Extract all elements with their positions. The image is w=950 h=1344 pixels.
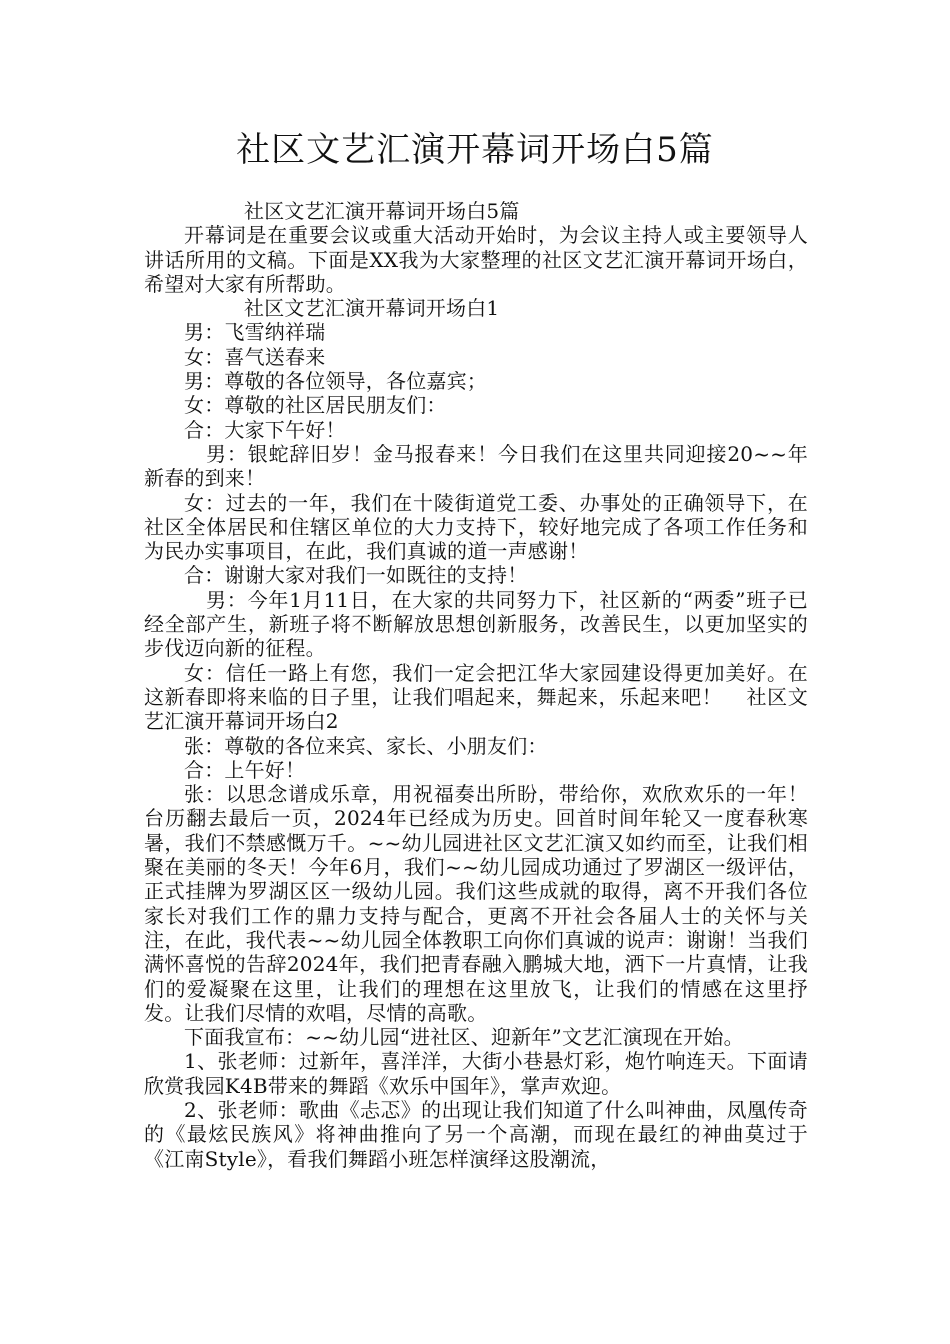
dialogue-line: 合：大家下午好！ — [184, 417, 346, 442]
dialogue-line: 女：喜气送春来 — [184, 344, 326, 369]
dialogue-line: 男：尊敬的各位领导，各位嘉宾； — [184, 369, 487, 394]
dialogue-line: 张：以思念谱成乐章，用祝福奏出所盼，带给你，欢欣欢乐的一年！台历翻去最后一页，2024年已经成为历史。回首时间年轮又一度春秋寒暑，我们不禁感慨万千。~~幼儿园进社区文艺汇演又如约而至，让我们相聚在美丽的冬天！今年6月，我们~~幼儿园成功通过了罗湖区一级评估，正式挂牌为罗湖区区一级幼儿园。我们这些成就的取得，离不开我们各位家长对我们工作的鼎力支持与配合，更离不开社会各届人士的关怀与关注，在此，我代表~~幼儿园全体教职工向你们真诚的说声：谢谢！当我们满怀喜悦的告辞2024年，我们把青春融入鹏城大地，洒下一片真情，让我们的爱凝聚在这里，让我们的理想在这里放飞，让我们的情感在这里抒发。让我们尽情的欢唱，尽情的高歌。 — [144, 782, 808, 1025]
document-body — [144, 199, 808, 1171]
dialogue-line: 1、张老师：过新年，喜洋洋，大街小巷悬灯彩，炮竹响连天。下面请欣赏我园K4B带来的舞蹈《欢乐中国年》，掌声欢迎。 — [144, 1049, 808, 1098]
dialogue-line: 女：尊敬的社区居民朋友们： — [184, 393, 447, 418]
section-1-heading: 社区文艺汇演开幕词开场白1 — [244, 296, 500, 321]
section-2-heading: 社区文艺汇演开幕词开场白2 — [144, 684, 808, 734]
dialogue-line: 男：今年1月11日，在大家的共同努力下，社区新的“两委”班子已经全部产生，新班子将不断解放思想创新服务，改善民生，以更加坚实的步伐迈向新的征程。 — [144, 587, 808, 661]
dialogue-line — [144, 661, 808, 734]
dialogue-text: 女：信任一路上有您，我们一定会把江华大家园建设得更加美好。在这新春即将来临的日子里，让我们唱起来，舞起来，乐起来吧！ — [144, 660, 808, 709]
dialogue-line: 男：银蛇辞旧岁！金马报春来！今日我们在这里共同迎接20~~年新春的到来！ — [144, 441, 808, 491]
document-subtitle: 社区文艺汇演开幕词开场白5篇 — [244, 199, 520, 223]
dialogue-line: 张：尊敬的各位来宾、家长、小朋友们： — [184, 733, 548, 758]
dialogue-line: 合：上午好！ — [184, 757, 306, 782]
dialogue-line: 合：谢谢大家对我们一如既往的支持！ — [184, 563, 528, 588]
intro-paragraph: 开幕词是在重要会议或重大活动开始时，为会议主持人或主要领导人讲话所用的文稿。下面是XX我为大家整理的社区文艺汇演开幕词开场白，希望对大家有所帮助。 — [144, 223, 808, 296]
dialogue-line: 下面我宣布：~~幼儿园“进社区、迎新年”文艺汇演现在开始。 — [184, 1025, 744, 1050]
dialogue-line: 男：飞雪纳祥瑞 — [184, 320, 326, 345]
document-title: 社区文艺汇演开幕词开场白5篇 — [236, 130, 714, 170]
dialogue-line: 2、张老师：歌曲《忐忑》的出现让我们知道了什么叫神曲，凤凰传奇的《最炫民族风》将神曲推向了另一个高潮，而现在最红的神曲莫过于《江南Style》，看我们舞蹈小班怎样演绎这股潮流， — [144, 1097, 808, 1171]
dialogue-line: 女：过去的一年，我们在十陵街道党工委、办事处的正确领导下，在社区全体居民和住辖区单位的大力支持下，较好地完成了各项工作任务和为民办实事项目，在此，我们真诚的道一声感谢！ — [144, 490, 808, 564]
